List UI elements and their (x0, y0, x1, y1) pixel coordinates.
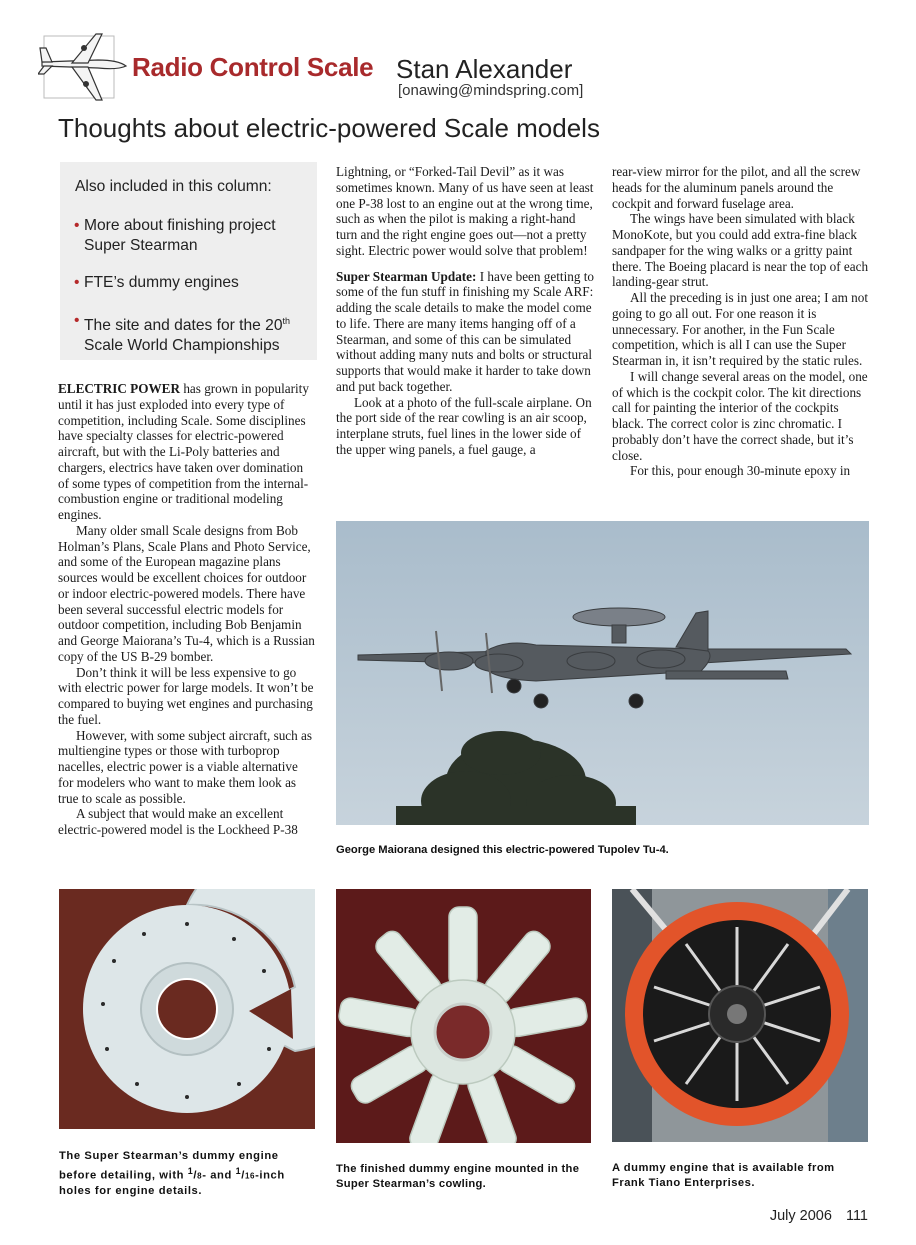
caption-engine-2: The finished dummy engine mounted in the Super Stearman’s cowling. (336, 1163, 580, 1190)
caption-tu4: George Maiorana designed this electric-powered Tupolev Tu-4. (336, 844, 669, 856)
section-lead: Super Stearman Update: (336, 268, 477, 284)
sidebar-item: • FTE’s dummy engines (74, 274, 239, 291)
column-title: Radio Control Scale (132, 52, 374, 82)
engine-photo-2 (336, 889, 591, 1143)
sidebar-box (60, 162, 317, 360)
column-logo (38, 30, 130, 106)
issue-date: July 2006 (769, 1208, 832, 1224)
sidebar-heading: Also included in this column: (75, 178, 272, 195)
engine-photo-3 (612, 889, 868, 1142)
column-3: rear-view mirror for the pilot, and all the screw heads for the aluminum panels around the cockpit and forward fuselage area. The wings have been simulated with black MonoKote, but you could add extra-fine black sandpaper for the wing walks or a gritty paint there. The Boeing placard is near the top of each landing-gear strut. All the preceding is in just one area; I am not going to go all out. For one reason it is unnecessary. For another, in the Fun Scale competition, which is all I can use the Super Stearman in, it isn’t required by the static rules. I will change several areas on the model, one of which is the cockpit color. The kit directions call for painting the interior of the cockpits black. The correct color is zinc chromatic. I probably don’t have the correct shade, but it’s close. For this, pour enough 30-minute epoxy in (612, 164, 869, 479)
sidebar-item: • More about finishing project Super Stearman (74, 217, 276, 254)
author-email[interactable]: [onawing@mindspring.com] (398, 82, 584, 99)
airliner-icon (38, 30, 130, 106)
column-2: Lightning, or “Forked-Tail Devil” as it was sometimes known. Many of us have seen at least one P-38 lost to an engine out at the wrong time, such as when the pilot is making a right-hand turn and the right engine goes out—not a pretty sight. Electric power would solve that problem! Super Stearman Update: I have been getting to some of the fun stuff in finishing my Scale ARF: adding the scale details to make the model come to life. There are many items hanging off of a Stearman, and some of this can be simulated without adding many nuts and bolts or structural supports that would make it harder to take down and put back together. Look at a photo of the full-scale airplane. On the port side of the rear cowling is an air scoop, interplane struts, fuel lines in the lower side of the upper wing panels, a fuel gauge, a (336, 164, 594, 457)
page-footer (700, 1208, 868, 1224)
page-number: 111 (845, 1208, 868, 1224)
caption-engine-1: The Super Stearman’s dummy engine before detailing, with $^1$/8- and $^1$/16-inch holes for engine details. (59, 1150, 285, 1197)
article-title: Thoughts about electric-powered Scale models (58, 113, 600, 143)
lead-caps: ELECTRIC POWER (58, 381, 181, 396)
engine-photo-1 (59, 889, 315, 1129)
sidebar-item: • The site and dates for the 20th Scale World Championships (74, 312, 291, 355)
author-name: Stan Alexander (396, 54, 573, 84)
column-1: ELECTRIC POWER has grown in popularity until it has just exploded into every type of competition, including Scale. Some disciplines have specialty classes for electric-powered aircraft, but with the Li-Poly batteries and chargers, electrics have taken over domination of some types of competition from the internal-combustion engine or traditional modeling engines. Many older small Scale designs from Bob Holman’s Plans, Scale Plans and Photo Service, and some of the European magazine plans sources would be excellent choices for outdoor or indoor electric-powered models. There have been several successful electric models for outdoor competition, including Bob Benjamin and George Maiorana’s Tu-4, which is a Russian copy of the US B-29 bomber. Don’t think it will be less expensive to go with electric power for large models. It won’t be compared to buying wet engines and purchasing the fuel. However, with some subject aircraft, such as multiengine types or those with turboprop nacelles, electric power is a viable alternative for modelers who want to make them look as true to scale as possible. A subject that would make an excellent electric-powered model is the Lockheed P-38 (58, 381, 315, 837)
caption-engine-3: A dummy engine that is available from Frank Tiano Enterprises. (612, 1162, 835, 1189)
tu4-photo (336, 521, 869, 825)
